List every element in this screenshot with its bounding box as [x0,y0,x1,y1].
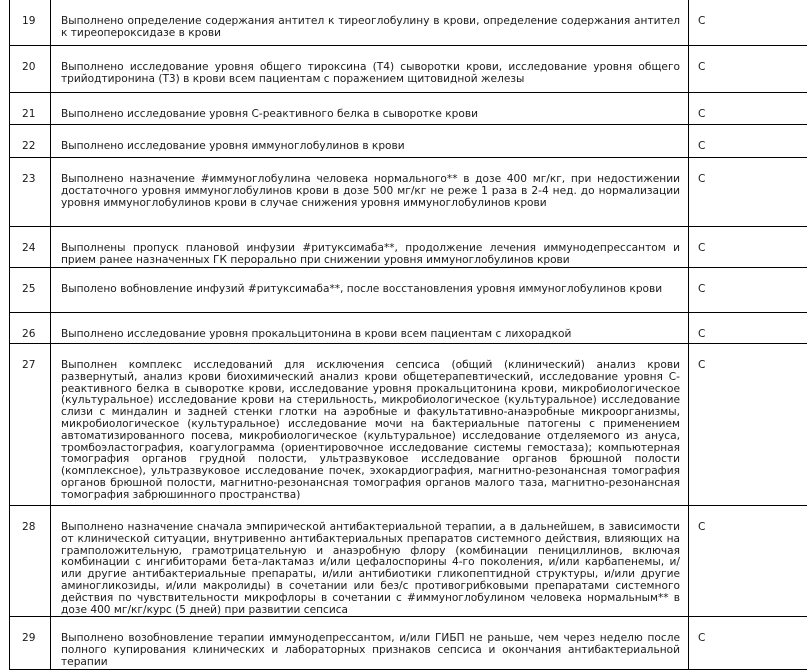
row-number: 23 [10,158,51,227]
criterion-text: Выполнено назначение сначала эмпирической антибактериальной терапии, а в дальнейшем, в зависимости от клинической ситуации, внутривенно антибактериальных препаратов системного действия, влияющих на грамположительную, грамотрицательную и анаэробную флору (комбинации пенициллинов, включая комбинации с ингибиторами бета-лактамаз и/или цефалоспорины 4-го поколения, и/или карбапенемы, и/или другие антибактериальные препараты, и/или антибиотики гликопептидной структуры, и/или другие аминогликозиды, и/или макролиды) в сочетании или без/с противогрибковыми препаратами системного действия по чувствительности микрофлоры в сочетании с #иммуноглобулином человека нормальным** в дозе 400 мг/кг/курс (5 дней) при развитии сепсиса [51,506,689,617]
table-row [10,46,807,93]
evidence-grade: С [689,125,807,158]
row-number: 29 [10,617,51,669]
evidence-grade: С [689,268,807,313]
evidence-grade: С [689,506,807,617]
table-row [10,125,807,158]
table-row [10,158,807,227]
criterion-text: Выполнено исследование уровня С-реактивного белка в сыворотке крови [51,93,689,125]
criterion-text: Выполнено назначение #иммуноглобулина человека нормального** в дозе 400 мг/кг, при недостижении достаточного уровня иммуноглобулинов крови в дозе 500 мг/кг не реже 1 раза в 2-4 нед. до нормализации уровня иммуноглобулинов крови в случае снижения уровня иммуноглобулинов крови [51,158,689,227]
row-number: 25 [10,268,51,313]
evidence-grade: С [689,46,807,93]
table-row [10,344,807,506]
table-row [10,93,807,125]
criterion-text: Выполнено исследование уровня общего тироксина (Т4) сыворотки крови, исследование уровня общего трийодтиронина (Т3) в крови всем пациентам с поражением щитовидной железы [51,46,689,93]
criterion-text: Выполнено определение содержания антител к тиреоглобулину в крови, определение содержания антител к тиреопероксидазе в крови [51,0,689,46]
evidence-grade: С [689,617,807,669]
row-number: 26 [10,313,51,344]
table-row [10,313,807,344]
criterion-text: Выполнено возобновление терапии иммунодепрессантом, и/или ГИБП не раньше, чем через неделю после полного купирования клинических и лабораторных признаков сепсиса и окончания антибактериальной терапии [51,617,689,669]
evidence-grade: С [689,344,807,506]
row-number: 21 [10,93,51,125]
criterion-text: Выполено вобновление инфузий #ритуксимаба**, после восстановления уровня иммуноглобулинов крови [51,268,689,313]
criteria-table [9,0,807,670]
table-row [10,227,807,268]
row-number: 22 [10,125,51,158]
table-row [10,506,807,617]
table-row [10,617,807,669]
criterion-text: Выполнены пропуск плановой инфузии #ритуксимаба**, продолжение лечения иммунодепрессантом и прием ранее назначенных ГК перорально при снижении уровня иммуноглобулинов крови [51,227,689,268]
row-number: 27 [10,344,51,506]
evidence-grade: С [689,227,807,268]
row-number: 20 [10,46,51,93]
row-number: 19 [10,0,51,46]
criterion-text: Выполнено исследование уровня прокальцитонина в крови всем пациентам с лихорадкой [51,313,689,344]
row-number: 24 [10,227,51,268]
row-number: 28 [10,506,51,617]
evidence-grade: С [689,0,807,46]
criterion-text: Выполнено исследование уровня иммуноглобулинов в крови [51,125,689,158]
table-row [10,0,807,46]
evidence-grade: С [689,313,807,344]
evidence-grade: С [689,93,807,125]
evidence-grade: С [689,158,807,227]
table-row [10,268,807,313]
criterion-text: Выполнен комплекс исследований для исключения сепсиса (общий (клинический) анализ крови развернутый, анализ крови биохимический анализ крови общетерапевтический, исследование уровня С-реактивного белка в сыворотке крови, исследование уровня прокальцитонина крови, микробиологическое (культуральное) исследование крови на стерильность, микробиологическое (культуральное) исследование слизи с миндалин и задней стенки глотки на аэробные и факультативно-анаэробные микроорганизмы, микробиологическое (культуральное) исследование мочи на бактериальные патогены с применением автоматизированного посева, микробиологическое (культуральное) исследование отделяемого из ануса, тромбоэластография, коагулограмма (ориентировочное исследование системы гемостаза); компьютерная томография органов грудной полости, ультразвуковое исследование органов брюшной полости (комплексное), ультразвуковое исследование почек, эхокардиография, магнитно-резонансная томография органов брюшной полости, магнитно-резонансная томография органов малого таза, магнитно-резонансная томография забрюшинного пространства) [51,344,689,506]
